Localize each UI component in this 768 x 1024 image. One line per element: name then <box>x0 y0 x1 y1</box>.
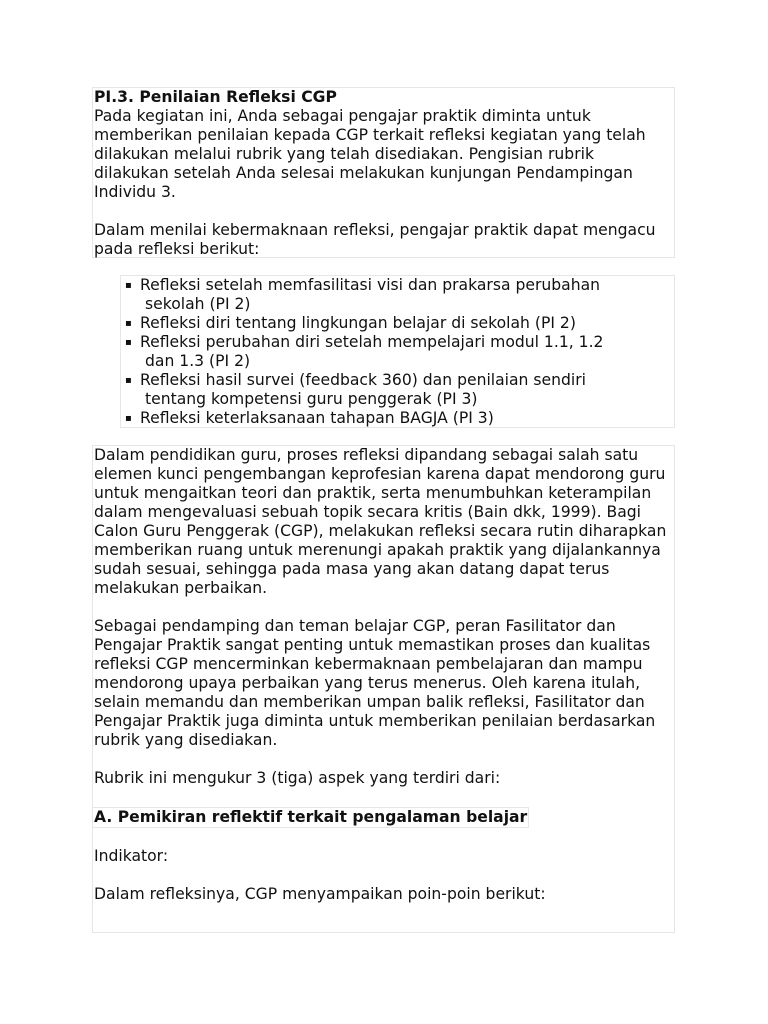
rubric-aspects-paragraph: Rubrik ini mengukur 3 (tiga) aspek yang terdiri dari: <box>94 769 501 787</box>
intro-section <box>92 87 675 258</box>
teacher-reflection-paragraph: Dalam pendidikan guru, proses refleksi dipandang sebagai salah satu elemen kunci pengembangan keprofesian karena dapat mendorong guru untuk mengaitkan teori dan praktik, serta menumbuhkan keterampilan dalam mengevaluasi sebuah topik secara kritis (Bain dkk, 1999). Bagi Calon Guru Penggerak (CGP), melakukan refleksi secara rutin diharapkan memberikan ruang untuk merenungi apakah praktik yang dijalankannya sudah sesuai, sehingga pada masa yang akan datang dapat terus melakukan perbaikan. <box>94 446 667 597</box>
list-item-line1: Refleksi perubahan diri setelah mempelajari modul 1.1, 1.2 <box>140 333 604 351</box>
list-item <box>121 276 674 314</box>
list-item <box>121 371 674 409</box>
reflection-list-box <box>120 275 675 428</box>
intro-paragraph: Pada kegiatan ini, Anda sebagai pengajar praktik diminta untuk memberikan penilaian kepada CGP terkait refleksi kegiatan yang telah dilakukan melalui rubrik yang telah disediakan. Pengisian rubrik dilakukan setelah Anda selesai melakukan kunjungan Pendampingan Individu 3. <box>94 107 646 201</box>
bullet-icon: ▪ <box>125 337 132 348</box>
list-item-line1: Refleksi setelah memfasilitasi visi dan prakarsa perubahan <box>140 276 601 294</box>
main-section <box>92 445 675 933</box>
list-item-line1: Refleksi hasil survei (feedback 360) dan penilaian sendiri <box>140 371 586 389</box>
section-title: PI.3. Penilaian Refleksi CGP <box>94 88 337 106</box>
list-item-line1: Refleksi diri tentang lingkungan belajar di sekolah (PI 2) <box>140 314 576 332</box>
aspect-a-heading: A. Pemikiran reflektif terkait pengalaman belajar <box>94 808 528 826</box>
bullet-icon: ▪ <box>125 375 132 386</box>
list-item-line1: Refleksi keterlaksanaan tahapan BAGJA (PI 3) <box>140 409 494 427</box>
reflection-list <box>121 276 674 428</box>
list-item-line2: dan 1.3 (PI 2) <box>145 352 251 370</box>
bullet-icon: ▪ <box>125 280 132 291</box>
list-item <box>121 314 674 333</box>
facilitator-role-paragraph: Sebagai pendamping dan teman belajar CGP, peran Fasilitator dan Pengajar Praktik sangat penting untuk memastikan proses dan kualitas refleksi CGP mencerminkan kebermaknaan pembelajaran dan mampu mendorong upaya perbaikan yang terus menerus. Oleh karena itulah, selain memandu dan memberikan umpan balik refleksi, Fasilitator dan Pengajar Praktik juga diminta untuk memberikan penilaian berdasarkan rubrik yang disediakan. <box>94 617 656 749</box>
list-item-line2: sekolah (PI 2) <box>145 295 251 313</box>
bullet-icon: ▪ <box>125 318 132 329</box>
indicator-intro-paragraph: Dalam refleksinya, CGP menyampaikan poin-poin berikut: <box>94 885 546 903</box>
list-item-line2: tentang kompetensi guru penggerak (PI 3) <box>145 390 478 408</box>
list-item <box>121 409 674 428</box>
bullet-icon: ▪ <box>125 413 132 424</box>
reference-intro-paragraph: Dalam menilai kebermaknaan refleksi, pengajar praktik dapat mengacu pada refleksi berikut: <box>94 221 656 258</box>
list-item <box>121 333 674 371</box>
indicator-label: Indikator: <box>94 847 169 865</box>
